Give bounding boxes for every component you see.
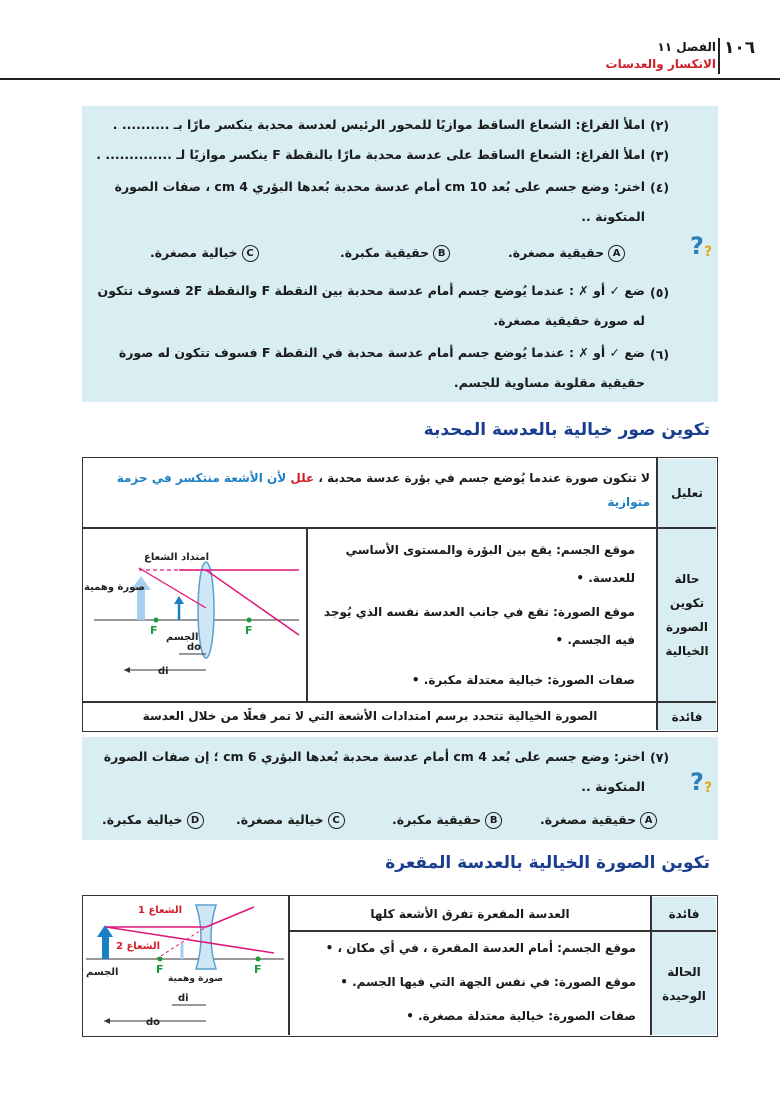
- header-divider: [718, 38, 720, 74]
- object-arrowhead: [174, 596, 184, 604]
- option-c[interactable]: [150, 245, 259, 262]
- option-text: حقيقية مصغرة.: [508, 245, 605, 260]
- option-letter: C: [328, 812, 345, 829]
- question-text: اختر: وضع جسم على بُعد 10 cm أمام عدسة محدبة بُعدها البؤري 4 cm ، صفات الصورة المتكونة ..: [114, 179, 645, 224]
- table-divider: [306, 528, 308, 701]
- option-text: خيالية مصغرة.: [236, 812, 324, 827]
- question-number: (٧): [650, 750, 670, 765]
- bullet-image-properties: صفات الصورة: خيالية معتدلة مكبرة. •: [411, 673, 635, 687]
- bullet-image-position: موقع الصورة: تقع في جانب العدسة نفسه الذي يُوجد فيه الجسم. •: [323, 605, 635, 647]
- question-text: املأ الفراغ: الشعاع الساقط على عدسة محدبة مارًا بالنقطة F ينكسر موازيًا لـ .............. .: [96, 147, 645, 162]
- option-b[interactable]: [340, 245, 450, 262]
- option-a[interactable]: [508, 245, 625, 262]
- option-d[interactable]: [102, 812, 204, 829]
- chapter-title: الانكسار والعدسات: [605, 57, 716, 71]
- reasoning-answer: لأن الأشعة منتكسر في حزمة متوازية: [116, 471, 650, 509]
- bullet-object-position: موقع الجسم: يقع بين البؤرة والمستوى الأساسي للعدسة. •: [345, 543, 635, 585]
- table-divider: [83, 527, 716, 529]
- object-label: الجسم: [86, 967, 119, 978]
- question-text: ضع ✓ أو ✗ : عندما يُوضع جسم أمام عدسة محدبة بين النقطة F والنقطة 2F فسوف تتكون له صورة حقيقية مصغرة.: [97, 283, 645, 328]
- option-letter: C: [242, 245, 259, 262]
- option-text: حقيقية مكبرة.: [340, 245, 430, 260]
- label-benefit: فائدة: [658, 703, 716, 730]
- bullet-object-position: موقع الجسم: أمام العدسة المقعرة ، في أي مكان ، •: [325, 941, 636, 955]
- focal-point-right: [247, 618, 252, 623]
- reasoning-keyword: علل: [290, 471, 315, 485]
- virtual-image-label: صورة وهمية: [84, 582, 146, 593]
- table-divider: [83, 701, 716, 703]
- question-text: املأ الفراغ: الشعاع الساقط موازيًا للمحور الرئيس لعدسة محدبة ينكسر مارًا بـ .......... .: [112, 117, 645, 132]
- option-text: حقيقية مصغرة.: [540, 812, 637, 827]
- question-mark-icon: ? ?: [690, 232, 713, 260]
- focal-point-right: [256, 957, 261, 962]
- option-text: خيالية مصغرة.: [150, 245, 238, 260]
- ray-1-label: الشعاع 1: [138, 905, 183, 916]
- reasoning-text: [90, 466, 650, 514]
- table-divider: [656, 458, 658, 730]
- section-title: تكوين الصورة الخيالية بالعدسة المقعرة: [385, 853, 710, 873]
- f-label-right: F: [254, 963, 262, 976]
- bullet-image-position: موقع الصورة: في نفس الجهة التي فيها الجسم. •: [340, 975, 636, 989]
- page-number: ١٠٦: [724, 38, 756, 58]
- reasoning-statement: لا تتكون صورة عندما يُوضع جسم في بؤرة عدسة محدبة ،: [318, 471, 650, 485]
- di-label: di: [158, 666, 169, 677]
- label-only-case: الحالة الوحيدة: [652, 932, 716, 1035]
- question-number: (٢): [650, 118, 670, 133]
- concave-lens-diagram: [84, 897, 286, 1033]
- header-rule: [0, 78, 780, 80]
- option-letter: A: [608, 245, 625, 262]
- focal-point-left: [158, 957, 163, 962]
- option-letter: B: [485, 812, 502, 829]
- option-text: خيالية مكبرة.: [102, 812, 183, 827]
- f-label-right: F: [245, 624, 253, 637]
- ray-extension-label: امتداد الشعاع: [144, 552, 210, 563]
- di-arrowhead: [124, 667, 130, 673]
- do-arrowhead: [104, 1018, 110, 1024]
- option-a[interactable]: [540, 812, 657, 829]
- concave-benefit-text: العدسة المقعرة تفرق الأشعة كلها: [370, 907, 570, 921]
- table-divider: [288, 896, 290, 1035]
- table-divider: [650, 896, 652, 1035]
- concave-lens: [196, 905, 216, 969]
- option-letter: B: [433, 245, 450, 262]
- f-label-left: F: [150, 624, 158, 637]
- option-letter: D: [187, 812, 204, 829]
- virtual-image-label: صورة وهمية: [168, 974, 223, 984]
- label-reasoning: تعليل: [658, 459, 716, 527]
- object-label: الجسم: [166, 632, 199, 643]
- question-number: (٣): [650, 148, 670, 163]
- question-number: (٥): [650, 285, 670, 300]
- question-number: (٤): [650, 180, 670, 195]
- option-letter: A: [640, 812, 657, 829]
- option-b[interactable]: [392, 812, 502, 829]
- do-label: do: [146, 1017, 161, 1028]
- object-arrow: [102, 935, 109, 959]
- question-mark-icon: ? ?: [690, 768, 713, 796]
- benefit-text: الصورة الخيالية تتحدد برسم امتدادات الأشعة التي لا تمر فعلًا من خلال العدسة: [142, 709, 598, 723]
- convex-lens-diagram: [84, 530, 304, 700]
- label-virtual-image-case: حالة تكوين الصورة الخيالية: [658, 529, 716, 701]
- section-title: تكوين صور خيالية بالعدسة المحدبة: [423, 420, 710, 440]
- do-label: do: [187, 642, 202, 653]
- focal-point-left: [154, 618, 159, 623]
- f-label-left: F: [156, 963, 164, 976]
- table-divider: [288, 930, 716, 932]
- ray-2-label: الشعاع 2: [116, 941, 161, 952]
- di-label: di: [178, 993, 189, 1004]
- question-text: ضع ✓ أو ✗ : عندما يُوضع جسم أمام عدسة محدبة في النقطة F فسوف تتكون له صورة حقيقية مقلوبة مساوية للجسم.: [118, 345, 645, 390]
- label-benefit: فائدة: [652, 897, 716, 930]
- option-text: حقيقية مكبرة.: [392, 812, 482, 827]
- question-text: اختر: وضع جسم على بُعد 4 cm أمام عدسة محدبة بُعدها البؤري 6 cm ؛ إن صفات الصورة المتكونة ..: [103, 749, 645, 794]
- option-c[interactable]: [236, 812, 345, 829]
- bullet-image-properties: صفات الصورة: خيالية معتدلة مصغرة. •: [406, 1009, 636, 1023]
- question-number: (٦): [650, 347, 670, 362]
- chapter-number: الفصل ١١: [657, 40, 716, 54]
